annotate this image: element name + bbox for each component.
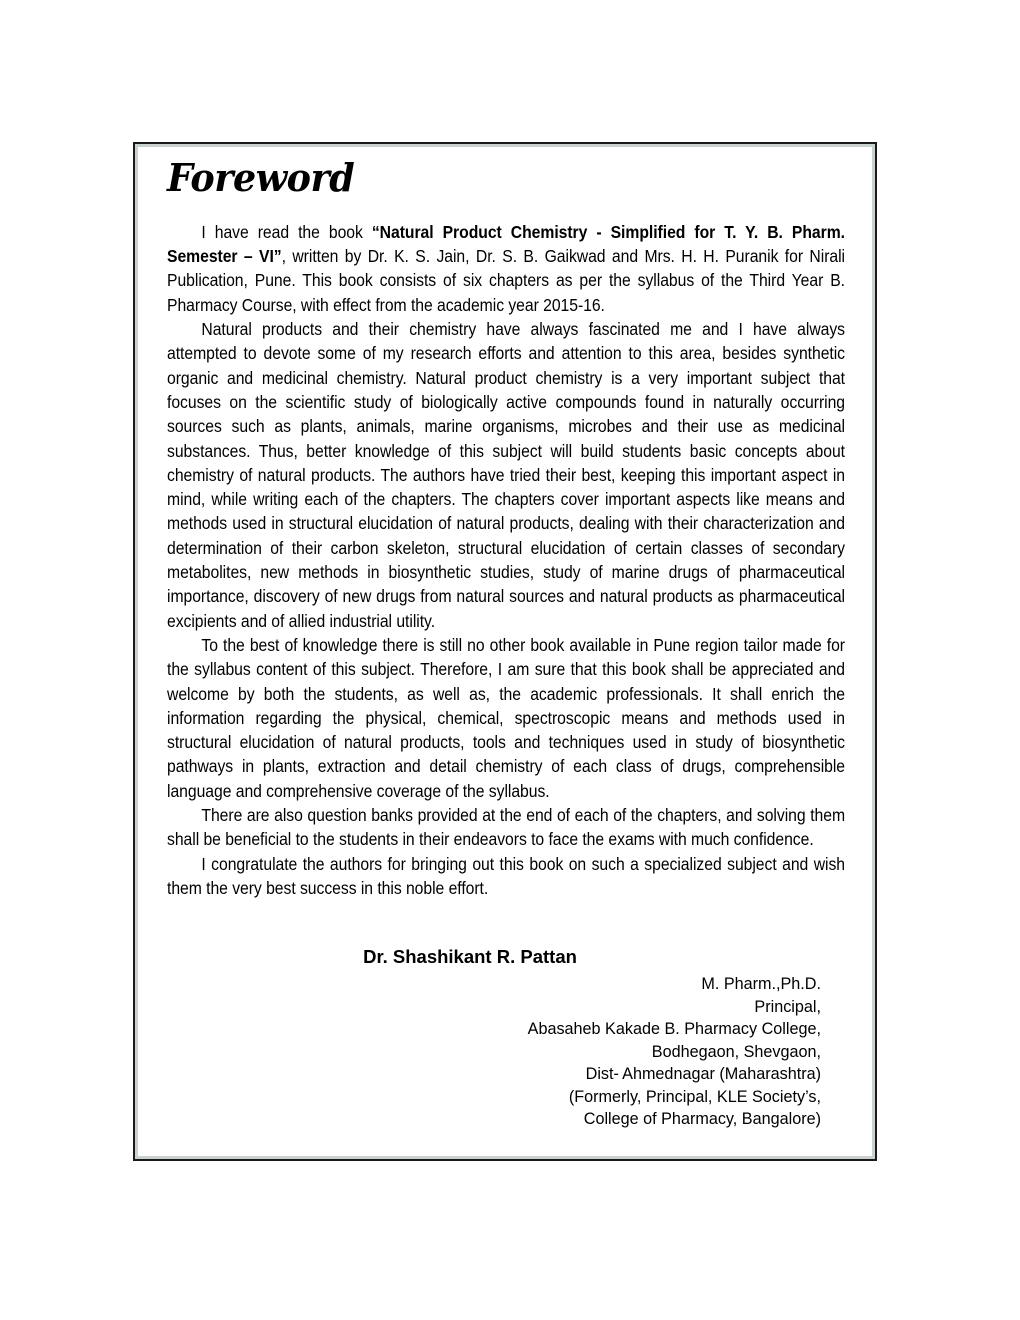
paragraph-run: To the best of knowledge there is still no other book available in Pune region tailor made for the syllabus content of this subject. Therefore, I am sure that this book shall be appreciated and welcome by both the students, as well as, the academic professionals. It shall enrich the information regarding the physical, chemical, spectroscopic means and methods used in structural elucidation of natural products, tools and techniques used in study of biosynthetic pathways in plants, extraction and detail chemistry of each class of drugs, comprehensible language and comprehensive coverage of the syllabus. <box>167 634 846 801</box>
book-title-emphasis: “Natural Product Chemistry - Simplified for T. Y. B. Pharm. Semester – VI” <box>167 221 846 267</box>
paragraph-run: There are also question banks provided at the end of each of the chapters, and solving them shall be beneficial to the students in their endeavors to face the exams with much confidence. <box>167 805 846 850</box>
signature-line: College of Pharmacy, Bangalore) <box>583 1110 821 1129</box>
paragraph-run: , written by Dr. K. S. Jain, Dr. S. B. Gaikwad and Mrs. H. H. Puranik for Nirali Publication, Pune. This book consists of six chapters as per the syllabus of the Third Year B. Pharmacy Course, with effect from the academic year 2015-16. <box>167 246 846 315</box>
signature-line: Dist- Ahmednagar (Maharashtra) <box>585 1065 821 1084</box>
signatory-name: Dr. Shashikant R. Pattan <box>363 946 577 968</box>
signature-line: Principal, <box>754 997 821 1016</box>
paragraph-5 <box>167 852 845 901</box>
paragraph-run: I congratulate the authors for bringing out this book on such a specialized subject and wish them the very best success in this noble effort. <box>167 853 846 898</box>
foreword-body-text <box>157 220 853 900</box>
page-title: Foreword <box>167 155 355 200</box>
foreword-bordered-frame <box>133 142 877 1161</box>
paragraph-1 <box>167 220 845 317</box>
signature-line: M. Pharm.,Ph.D. <box>701 975 821 994</box>
frame-inner-content <box>135 144 875 1159</box>
paragraph-run: Natural products and their chemistry have always fascinated me and I have always attempted to devote some of my research efforts and attention to this area, besides synthetic organic and medicinal chemistry. Natural product chemistry is a very important subject that focuses on the scientific study of biologically active compounds found in naturally occurring sources such as plants, animals, marine organisms, microbes and their use as medicinal substances. Thus, better knowledge of this subject will build students basic concepts about chemistry of natural products. The authors have tried their best, keeping this important aspect in mind, while writing each of the chapters. The chapters cover important aspects like means and methods used in structural elucidation of natural products, dealing with their characterization and determination of their carbon skeleton, structural elucidation of certain classes of secondary metabolites, new methods in biosynthetic studies, study of marine drugs of pharmaceutical importance, discovery of new drugs from natural sources and natural products as pharmaceutical excipients and of allied industrial utility. <box>167 319 846 631</box>
signature-line: Bodhegaon, Shevgaon, <box>651 1042 821 1061</box>
signature-line: Abasaheb Kakade B. Pharmacy College, <box>527 1020 821 1039</box>
paragraph-4 <box>167 803 845 852</box>
signatory-affiliation-lines <box>157 973 821 1131</box>
paragraph-3 <box>167 633 845 803</box>
signature-line: (Formerly, Principal, KLE Society’s, <box>568 1087 821 1106</box>
paragraph-2 <box>167 317 845 633</box>
signature-block <box>157 944 853 1131</box>
paragraph-run: I have read the book <box>201 221 372 242</box>
